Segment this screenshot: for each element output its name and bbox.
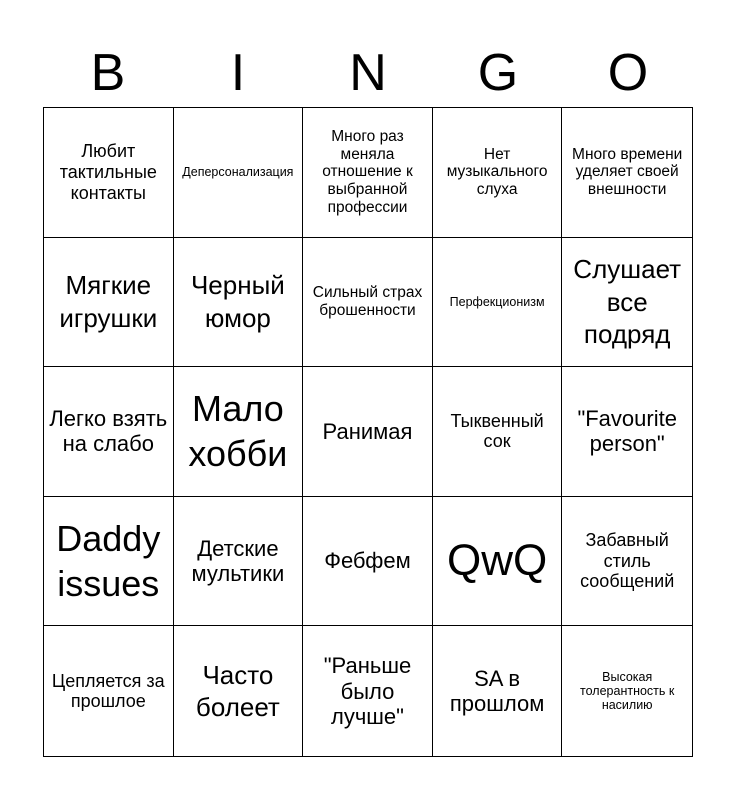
header-letter-b: B <box>90 44 126 102</box>
bingo-cell[interactable]: QwQ <box>433 497 563 627</box>
bingo-cell[interactable]: Деперсонализация <box>174 108 304 238</box>
bingo-cell[interactable]: Много раз меняла отношение к выбранной профессии <box>303 108 433 238</box>
bingo-cell[interactable]: Тыквенный сок <box>433 367 563 497</box>
bingo-cell[interactable]: Ранимая <box>303 367 433 497</box>
bingo-cell[interactable]: Забавный стиль сообщений <box>562 497 692 627</box>
bingo-cell[interactable]: Черный юмор <box>174 238 304 368</box>
bingo-cell[interactable]: Любит тактильные контакты <box>44 108 174 238</box>
bingo-cell[interactable]: Сильный страх брошенности <box>303 238 433 368</box>
bingo-cell[interactable]: Высокая толерантность к насилию <box>580 669 675 713</box>
bingo-cell[interactable]: Цепляется за прошлое <box>44 626 174 756</box>
bingo-cell[interactable]: Daddy issues <box>44 497 174 627</box>
header-letter-g: G <box>477 44 519 102</box>
bingo-cell[interactable]: Фебфем <box>303 497 433 627</box>
bingo-cell[interactable]: SA в прошлом <box>433 626 563 756</box>
bingo-cell[interactable]: "Favourite person" <box>562 367 692 497</box>
bingo-cell[interactable]: Часто болеет <box>174 626 304 756</box>
header-letter-i: I <box>230 44 246 102</box>
bingo-header <box>43 38 693 108</box>
bingo-cell[interactable]: Легко взять на слабо <box>44 367 174 497</box>
bingo-cell[interactable]: Нет музыкального слуха <box>433 108 563 238</box>
bingo-cell[interactable]: "Раньше было лучше" <box>303 626 433 756</box>
bingo-cell[interactable]: Мягкие игрушки <box>44 238 174 368</box>
bingo-cell[interactable]: Слушает все подряд <box>562 238 692 368</box>
bingo-cell[interactable]: Детские мультики <box>174 497 304 627</box>
bingo-cell[interactable]: Мало хобби <box>174 367 304 497</box>
header-letter-o: O <box>607 44 649 102</box>
bingo-grid <box>43 107 693 757</box>
bingo-cell[interactable]: Много времени уделяет своей внешности <box>562 108 692 238</box>
header-letter-n: N <box>349 44 387 102</box>
bingo-cell[interactable]: Перфекционизм <box>433 238 563 368</box>
